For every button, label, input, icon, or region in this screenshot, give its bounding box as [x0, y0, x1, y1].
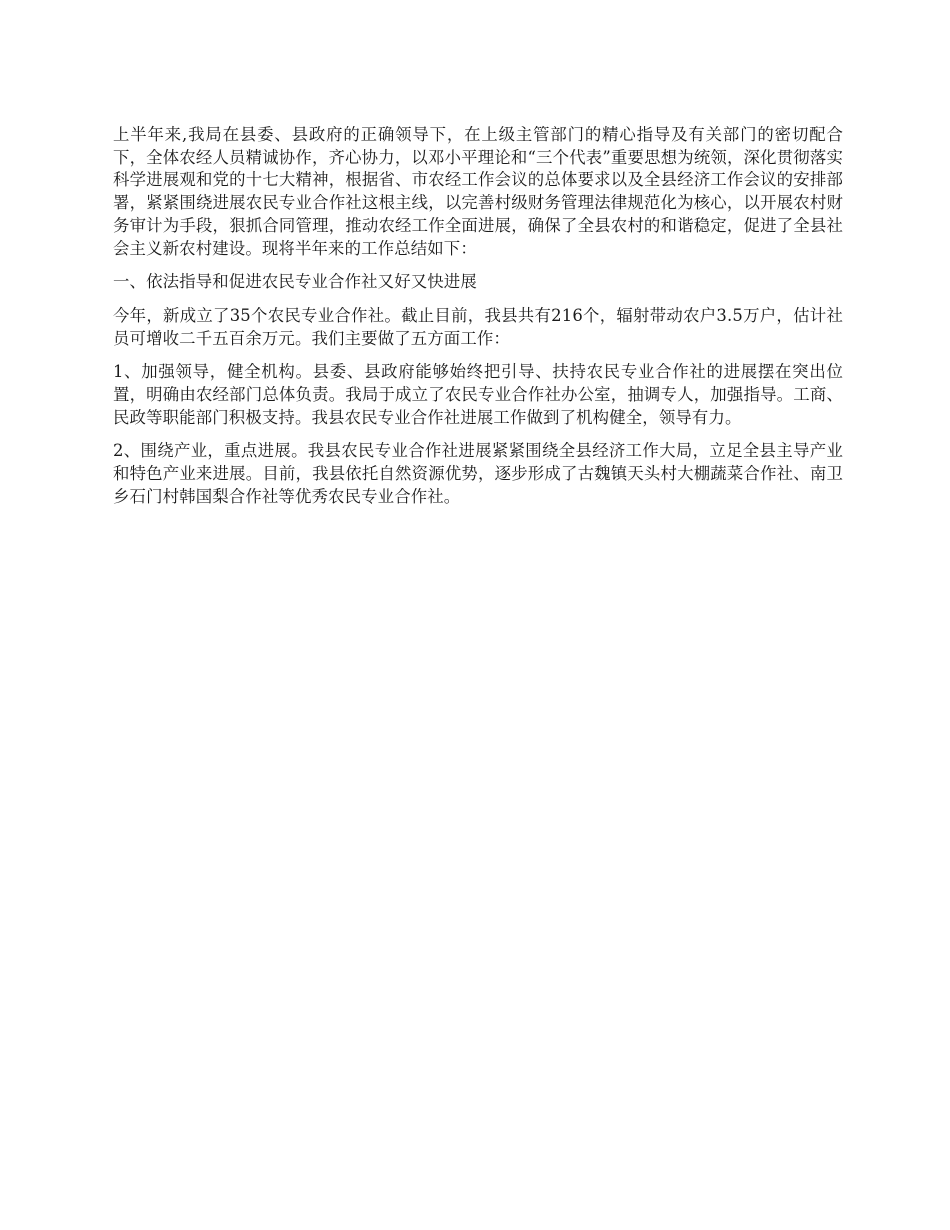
paragraph-item-2: 2、围绕产业，重点进展。我县农民专业合作社进展紧紧围绕全县经济工作大局，立足全县主导产业和特色产业来进展。目前，我县依托自然资源优势，逐步形成了古魏镇天头村大棚蔬菜合作社、南卫乡石门村韩国梨合作社等优秀农民专业合作社。 — [113, 441, 843, 506]
paragraph-item-1: 1、加强领导，健全机构。县委、县政府能够始终把引导、扶持农民专业合作社的进展摆在突出位置，明确由农经部门总体负责。我局于成立了农民专业合作社办公室，抽调专人，加强指导。工商、民政等职能部门积极支持。我县农民专业合作社进展工作做到了机构健全，领导有力。 — [113, 362, 843, 427]
paragraph-new-cooperatives: 今年，新成立了35个农民专业合作社。截止目前，我县共有216个，辐射带动农户3.5万户，估计社员可增收二千五百余万元。我们主要做了五方面工作： — [113, 305, 843, 348]
intro-paragraph: 上半年来,我局在县委、县政府的正确领导下，在上级主管部门的精心指导及有关部门的密切配合下，全体农经人员精诚协作，齐心协力，以邓小平理论和“三个代表”重要思想为统领，深化贯彻落实科学进展观和党的十七大精神，根据省、市农经工作会议的总体要求以及全县经济工作会议的安排部署，紧紧围绕进展农民专业合作社这根主线，以完善村级财务管理法律规范化为核心，以开展农村财务审计为手段，狠抓合同管理，推动农经工作全面进展，确保了全县农村的和谐稳定，促进了全县社会主义新农村建设。现将半年来的工作总结如下： — [113, 125, 843, 258]
document-body — [113, 124, 843, 520]
section-heading-1: 一、依法指导和促进农民专业合作社又好又快进展 — [113, 272, 477, 292]
